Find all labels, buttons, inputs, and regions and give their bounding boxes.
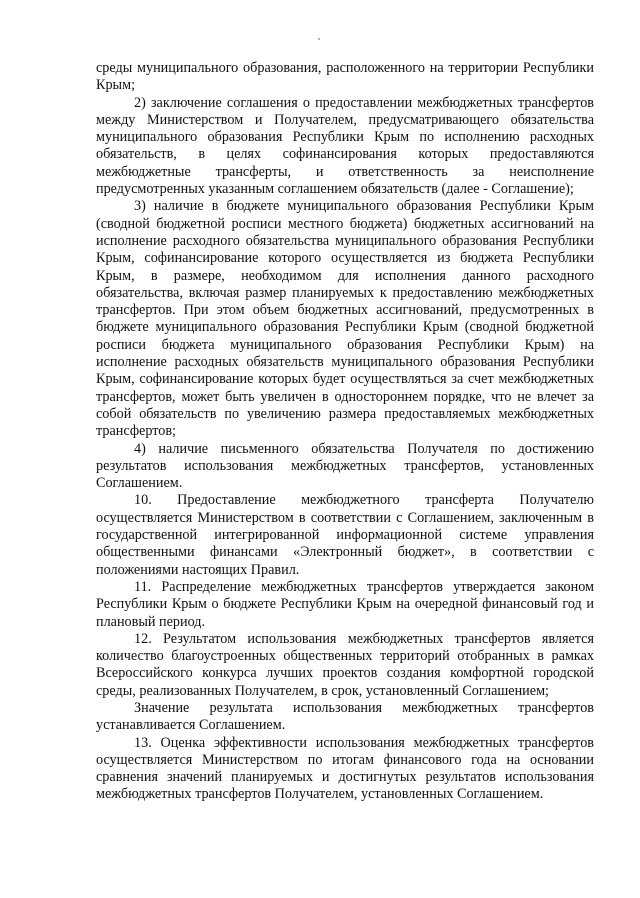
paragraph-clause-10: 10. Предоставление межбюджетного трансферта Получателю осуществляется Министерством в соответствии с Соглашением, заключенным в государственной интегрированной информационной системе управления общественными финансами «Электронный бюджет», в соответствии с положениями настоящих Правил.: [96, 492, 594, 578]
paragraph-clause-12: 12. Результатом использования межбюджетных трансфертов является количество благоустроенных общественных территорий отобранных в рамках Всероссийского конкурса лучших проектов создания комфортной городской среды, реализованных Получателем, в срок, установленный Соглашением;: [96, 630, 594, 699]
document-page: [96, 60, 594, 804]
paragraph-condition-3: 3) наличие в бюджете муниципального образования Республики Крым (сводной бюджетной росписи местного бюджета) бюджетных ассигнований на исполнение расходного обязательства муниципального образования Республики Крым, софинансирование которого осуществляется из бюджета Республики Крым, в размере, необходимом для исполнения данного расходного обязательства, включая размер планируемых к предоставлению межбюджетных трансфертов. При этом объем бюджетных ассигнований, предусмотренных в бюджете муниципального образования Республики Крым (сводной бюджетной росписи бюджета муниципального образования Республики Крым) на исполнение расходных обязательств муниципального образования Республики Крым, софинансирование которых будет осуществляться за счет межбюджетных трансфертов, может быть увеличен в одностороннем порядке, что не влечет за собой обязательств по увеличению размера предоставляемых межбюджетных трансфертов;: [96, 198, 594, 440]
paragraph-result-value: Значение результата использования межбюджетных трансфертов устанавливается Соглашением.: [96, 699, 594, 734]
scan-artifact-dot: [318, 38, 320, 40]
paragraph-continuation: среды муниципального образования, расположенного на территории Республики Крым;: [96, 60, 594, 94]
paragraph-clause-13: 13. Оценка эффективности использования межбюджетных трансфертов осуществляется Министерством по итогам финансового года на основании сравнения значений планируемых и достигнутых результатов использования межбюджетных трансфертов Получателем, установленных Соглашением.: [96, 734, 594, 803]
paragraph-condition-4: 4) наличие письменного обязательства Получателя по достижению результатов использования межбюджетных трансфертов, установленных Соглашением.: [96, 440, 594, 492]
paragraph-clause-11: 11. Распределение межбюджетных трансфертов утверждается законом Республики Крым о бюджете Республики Крым на очередной финансовый год и плановый период.: [96, 578, 594, 630]
paragraph-condition-2: 2) заключение соглашения о предоставлении межбюджетных трансфертов между Министерством и Получателем, предусматривающего обязательства муниципального образования Республики Крым по исполнению расходных обязательств, в целях софинансирования которых предоставляются межбюджетные трансферты, и ответственность за неисполнение предусмотренных указанным соглашением обязательств (далее - Соглашение);: [96, 94, 594, 198]
